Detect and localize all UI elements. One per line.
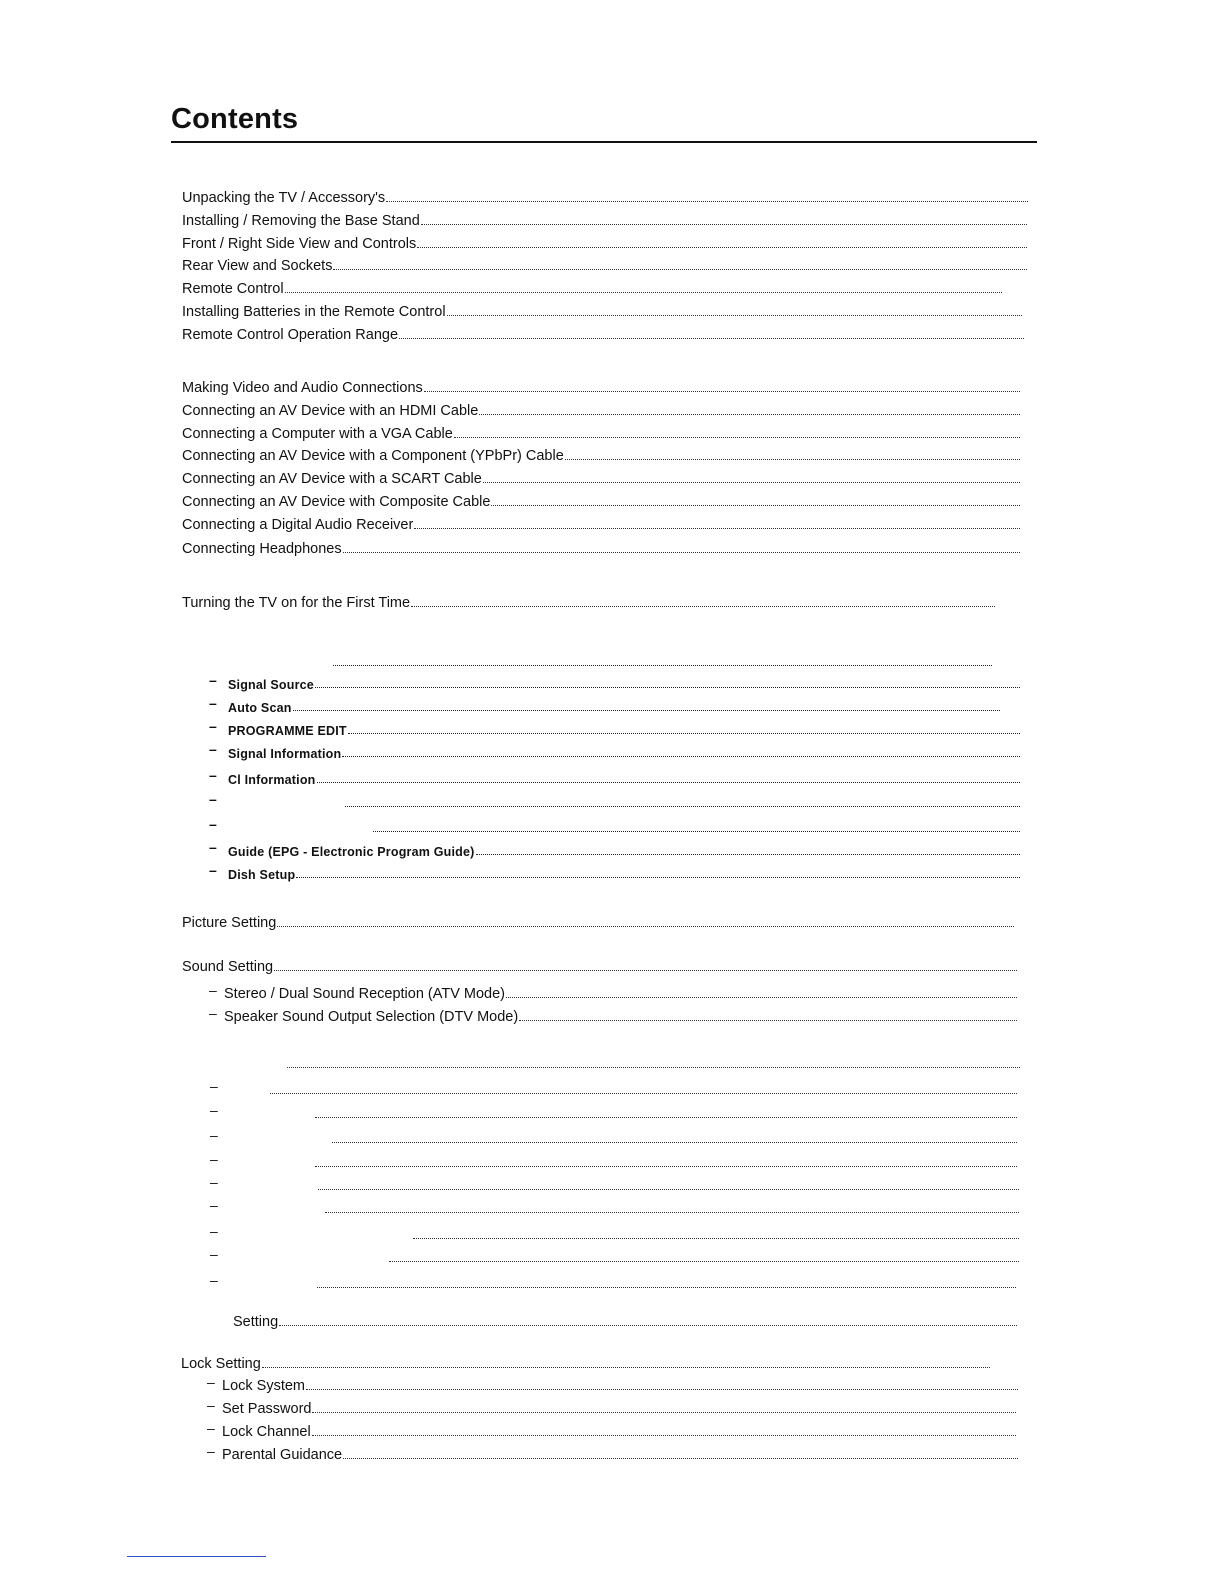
dot-leader (343, 552, 1020, 553)
dash-bullet: – (210, 1127, 218, 1143)
toc-label: Connecting a Computer with a VGA Cable (182, 426, 453, 442)
dash-bullet: – (207, 1420, 215, 1436)
toc-subentry-blank (210, 1102, 1017, 1122)
toc-subentry-blank (210, 1078, 1017, 1098)
dot-leader (270, 1093, 1017, 1094)
toc-subentry-blank (209, 791, 1020, 811)
dot-leader (333, 269, 1027, 270)
dash-bullet: – (209, 982, 217, 998)
dash-bullet: – (210, 1078, 218, 1094)
toc-entry[interactable] (182, 955, 1017, 975)
page-title: Contents (171, 103, 299, 135)
toc-label: Lock Channel (222, 1424, 311, 1440)
dot-leader (506, 997, 1017, 998)
toc-label: Installing Batteries in the Remote Control (182, 304, 446, 320)
toc-subentry[interactable] (209, 695, 1000, 715)
toc-entry[interactable] (181, 1352, 990, 1372)
dot-leader (306, 1389, 1018, 1390)
dot-leader (413, 1238, 1019, 1239)
toc-entry[interactable] (182, 911, 1014, 931)
dot-leader (389, 1261, 1019, 1262)
dot-leader (414, 528, 1020, 529)
toc-subentry-blank (210, 1272, 1016, 1292)
toc-subentry-blank (210, 1127, 1017, 1147)
toc-label: Speaker Sound Output Selection (DTV Mode) (224, 1009, 519, 1025)
dash-bullet: – (210, 1223, 218, 1239)
dot-leader (287, 1067, 1020, 1068)
toc-label: Front / Right Side View and Controls (182, 236, 417, 252)
toc-subentry[interactable] (207, 1420, 1016, 1440)
dot-leader (312, 1435, 1016, 1436)
toc-subentry[interactable] (207, 1374, 1018, 1394)
toc-label: Making Video and Audio Connections (182, 380, 423, 396)
toc-label: Cl Information (228, 773, 316, 787)
toc-label: Connecting an AV Device with a SCART Cable (182, 471, 482, 487)
toc-subentry-blank (210, 1197, 1019, 1217)
dot-leader (386, 201, 1028, 202)
toc-label: Installing / Removing the Base Stand (182, 213, 420, 229)
toc-label: Signal Source (228, 678, 314, 692)
toc-label: Picture Setting (182, 915, 277, 931)
link-underline[interactable] (127, 1556, 266, 1557)
title-divider (171, 141, 1037, 143)
dash-bullet: – (209, 1005, 217, 1021)
dot-leader (315, 1117, 1017, 1118)
dot-leader (417, 247, 1027, 248)
toc-entry-blank (287, 1052, 1020, 1072)
toc-subentry[interactable] (209, 982, 1017, 1002)
dash-bullet: – (209, 791, 217, 807)
toc-label: Unpacking the TV / Accessory's (182, 190, 386, 206)
dot-leader (333, 665, 992, 666)
dot-leader (285, 292, 1002, 293)
dot-leader (317, 1287, 1016, 1288)
toc-label: Connecting a Digital Audio Receiver (182, 517, 414, 533)
toc-label: Parental Guidance (222, 1447, 343, 1463)
toc-entry[interactable] (182, 399, 1020, 419)
dot-leader (447, 315, 1022, 316)
dot-leader (345, 806, 1020, 807)
dash-bullet: – (210, 1246, 218, 1262)
dot-leader (519, 1020, 1017, 1021)
toc-label: Auto Scan (228, 701, 292, 715)
dash-bullet: – (209, 695, 217, 711)
toc-subentry[interactable] (209, 862, 1020, 882)
dot-leader (411, 606, 995, 607)
dash-bullet: – (207, 1374, 215, 1390)
toc-entry[interactable] (182, 209, 1027, 229)
toc-label: Remote Control (182, 281, 284, 297)
dash-bullet: – (209, 741, 217, 757)
toc-entry[interactable] (182, 232, 1027, 252)
toc-entry[interactable] (182, 376, 1020, 396)
toc-subentry-blank (210, 1246, 1019, 1266)
toc-entry[interactable] (182, 277, 1002, 297)
toc-subentry[interactable] (209, 672, 1020, 692)
toc-entry[interactable] (182, 513, 1020, 533)
dash-bullet: – (209, 718, 217, 734)
dot-leader (293, 710, 1000, 711)
toc-subentry[interactable] (209, 839, 1020, 859)
toc-entry[interactable] (182, 490, 1020, 510)
dash-bullet: – (210, 1272, 218, 1288)
dot-leader (315, 1166, 1017, 1167)
toc-entry[interactable] (233, 1310, 1017, 1330)
toc-label: Dish Setup (228, 868, 296, 882)
dot-leader (491, 505, 1020, 506)
toc-entry[interactable] (182, 254, 1027, 274)
dash-bullet: – (210, 1197, 218, 1213)
dash-bullet: – (209, 767, 217, 783)
dash-bullet: – (209, 862, 217, 878)
dash-bullet: – (209, 839, 217, 855)
toc-label: Lock Setting (181, 1356, 261, 1372)
toc-subentry-blank (210, 1151, 1017, 1171)
toc-subentry[interactable] (209, 741, 1020, 761)
toc-entry[interactable] (182, 591, 995, 611)
dot-leader (332, 1142, 1017, 1143)
toc-subentry-blank (210, 1174, 1019, 1194)
dot-leader (277, 926, 1014, 927)
dash-bullet: – (209, 672, 217, 688)
dash-bullet: – (207, 1443, 215, 1459)
dash-bullet: – (210, 1174, 218, 1190)
toc-label: Stereo / Dual Sound Reception (ATV Mode) (224, 986, 506, 1002)
dot-leader (296, 877, 1020, 878)
dot-leader (348, 733, 1020, 734)
toc-label: Set Password (222, 1401, 312, 1417)
dot-leader (454, 437, 1020, 438)
toc-label: Setting (233, 1314, 279, 1330)
toc-entry[interactable] (182, 444, 1020, 464)
toc-subentry[interactable] (209, 1005, 1017, 1025)
dot-leader (421, 224, 1027, 225)
toc-label: Signal Information (228, 747, 342, 761)
toc-label: Connecting Headphones (182, 541, 342, 557)
toc-subentry[interactable] (209, 767, 1020, 787)
toc-label: Lock System (222, 1378, 305, 1394)
toc-entry[interactable] (182, 422, 1020, 442)
dot-leader (343, 1458, 1018, 1459)
toc-label: Connecting an AV Device with Composite Cable (182, 494, 491, 510)
dot-leader (274, 970, 1017, 971)
dot-leader (312, 1412, 1016, 1413)
toc-subentry[interactable] (209, 718, 1020, 738)
toc-entry[interactable] (182, 300, 1022, 320)
toc-entry[interactable] (182, 186, 1028, 206)
toc-label: Connecting an AV Device with a Component (YPbPr) Cable (182, 448, 564, 464)
dot-leader (325, 1212, 1019, 1213)
dot-leader (317, 782, 1020, 783)
dot-leader (399, 338, 1024, 339)
toc-label: Remote Control Operation Range (182, 327, 399, 343)
dot-leader (476, 854, 1020, 855)
toc-subentry-blank (210, 1223, 1019, 1243)
dot-leader (279, 1325, 1017, 1326)
toc-label: Connecting an AV Device with an HDMI Cable (182, 403, 479, 419)
toc-label: Guide (EPG - Electronic Program Guide) (228, 845, 475, 859)
dot-leader (483, 482, 1020, 483)
toc-entry[interactable] (182, 323, 1024, 343)
dash-bullet: – (209, 816, 217, 832)
dash-bullet: – (207, 1397, 215, 1413)
toc-subentry[interactable] (207, 1397, 1016, 1417)
dot-leader (424, 391, 1020, 392)
toc-subentry-blank (209, 816, 1020, 836)
toc-entry-blank (333, 650, 992, 670)
dot-leader (262, 1367, 990, 1368)
dot-leader (315, 687, 1020, 688)
toc-label: Sound Setting (182, 959, 274, 975)
toc-entry[interactable] (182, 537, 1020, 557)
dot-leader (479, 414, 1020, 415)
dot-leader (565, 459, 1020, 460)
toc-label: Turning the TV on for the First Time (182, 595, 411, 611)
toc-entry[interactable] (182, 467, 1020, 487)
dot-leader (318, 1189, 1019, 1190)
toc-label: PROGRAMME EDIT (228, 724, 347, 738)
dot-leader (342, 756, 1020, 757)
toc-label: Rear View and Sockets (182, 258, 333, 274)
toc-subentry[interactable] (207, 1443, 1018, 1463)
dot-leader (373, 831, 1020, 832)
dash-bullet: – (210, 1102, 218, 1118)
dash-bullet: – (210, 1151, 218, 1167)
